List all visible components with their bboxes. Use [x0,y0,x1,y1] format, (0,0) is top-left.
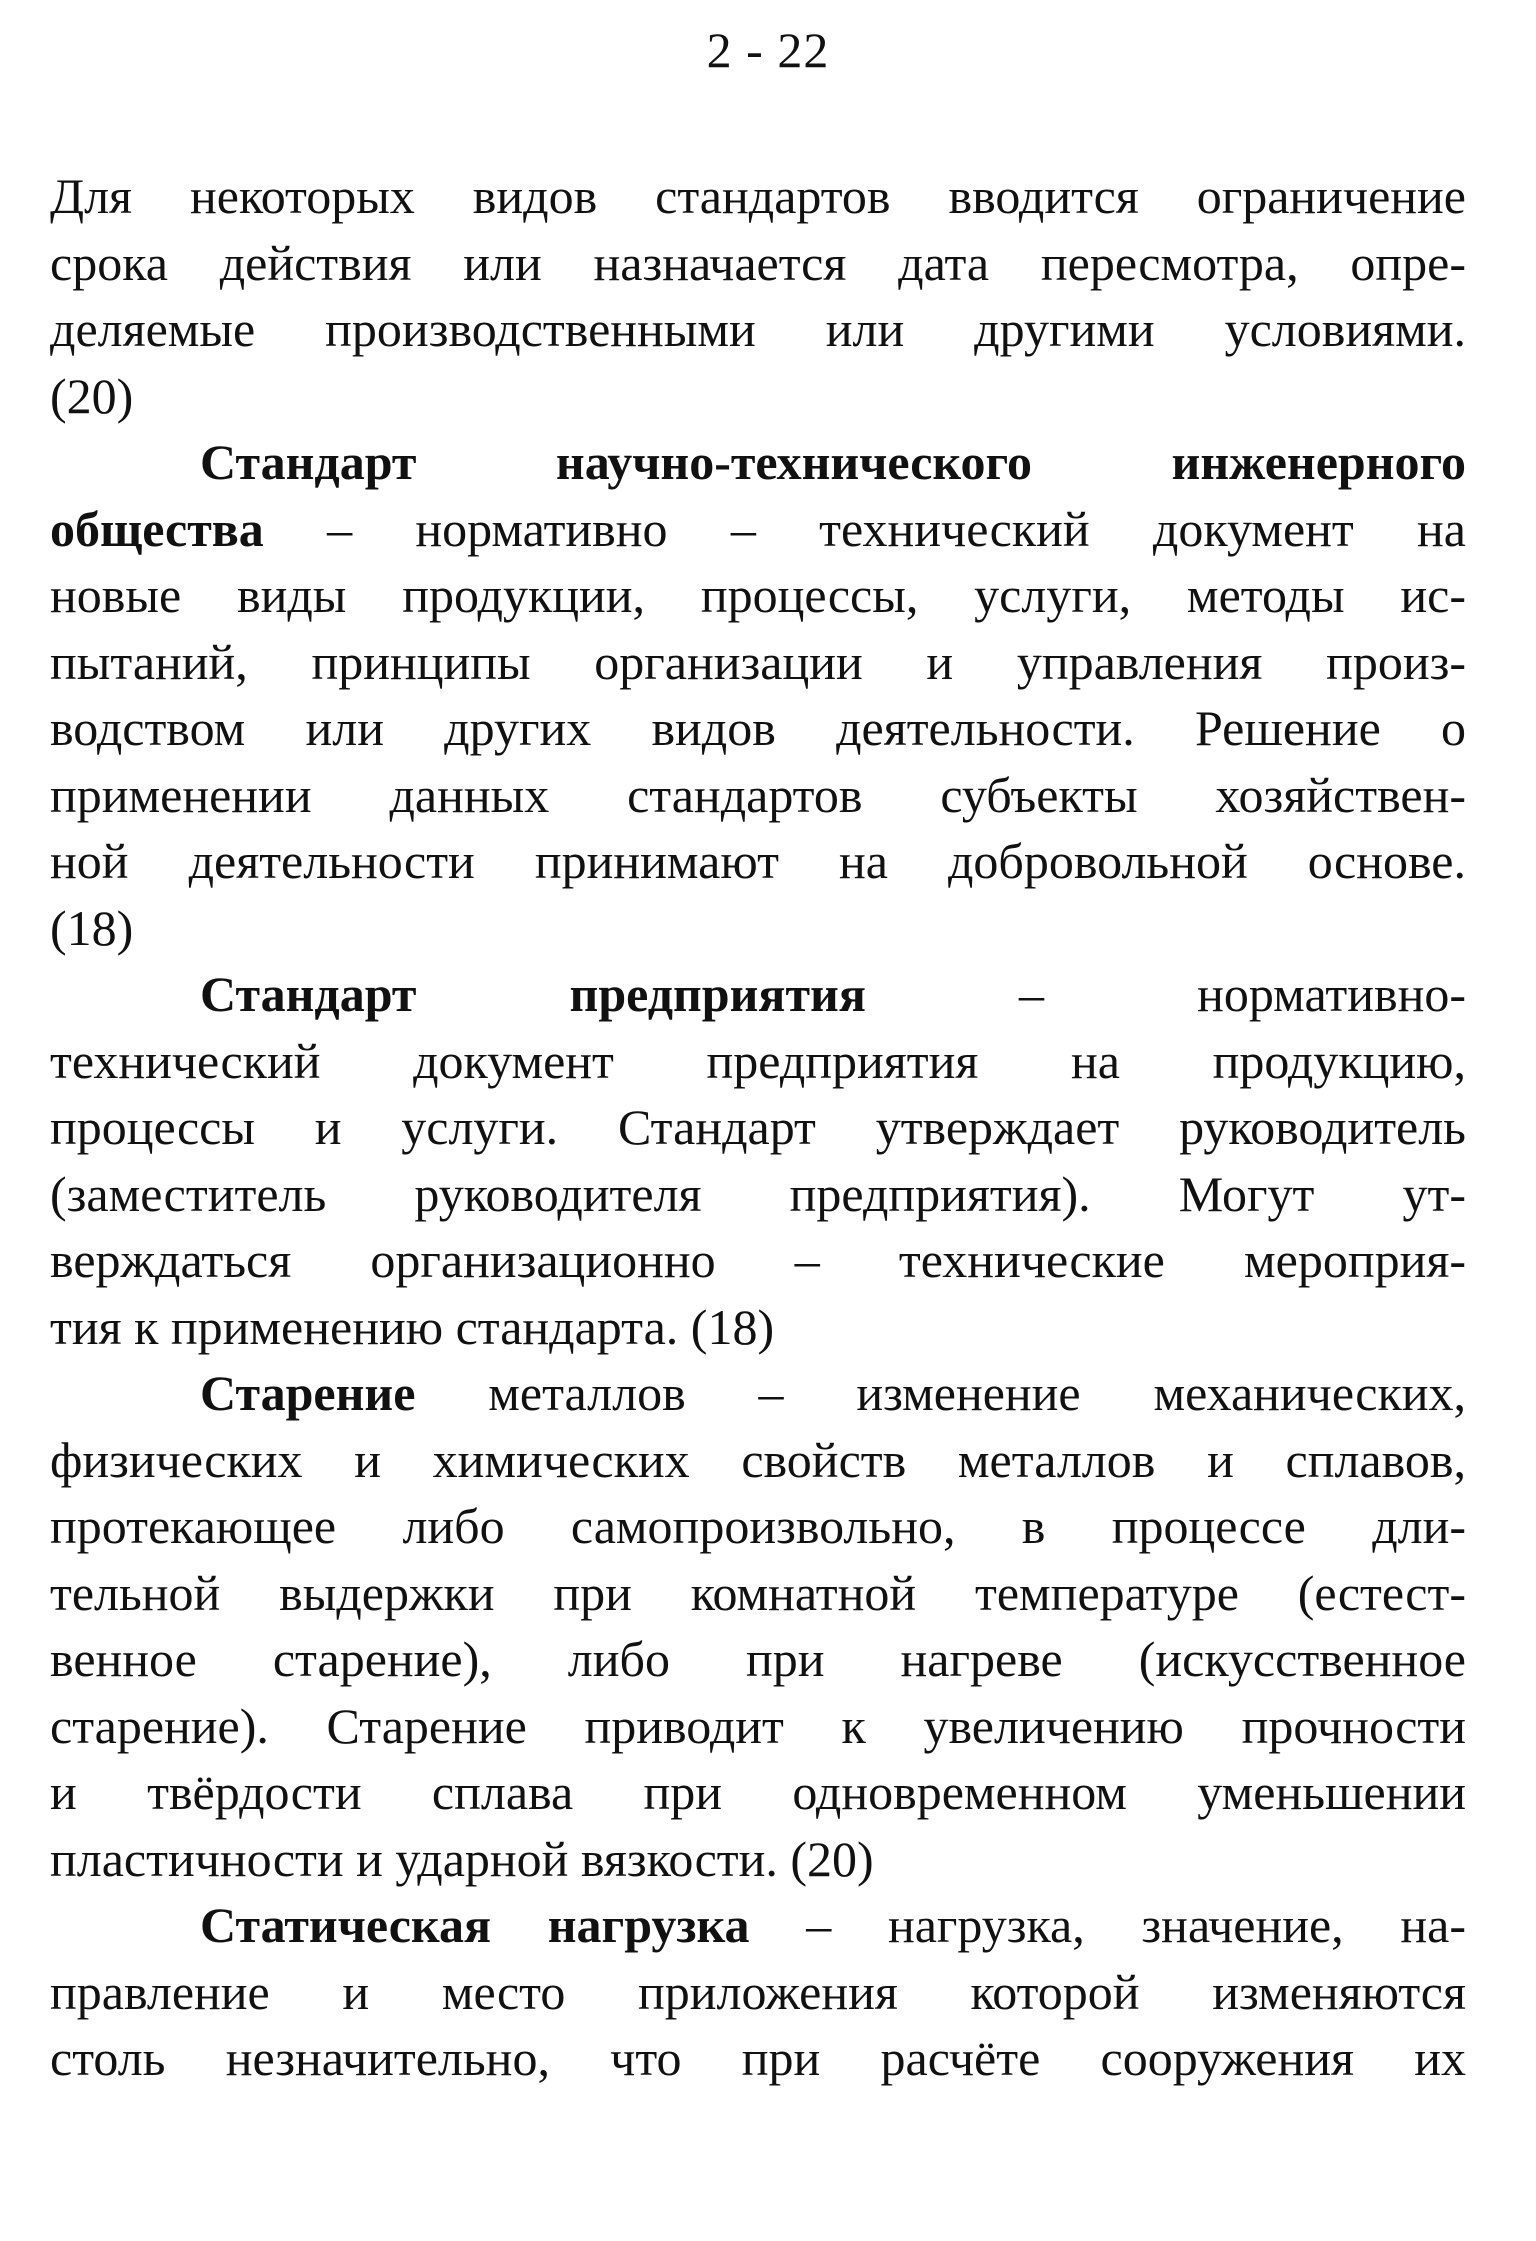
text-run: водством или других видов деятельности. Решение о [50,700,1466,756]
text-run: физических и химических свойств металлов и сплавов, [50,1431,1466,1488]
term-bold: Старение [200,1365,416,1421]
text-run: применении данных стандартов субъекты хозяйствен- [50,766,1466,823]
text-run: протекающее либо самопроизвольно, в процессе дли- [50,1498,1466,1554]
text-run: правление и место приложения которой изменяются [50,1963,1466,2020]
term-bold: Статическая нагрузка [200,1897,750,1953]
text-line [50,429,1466,496]
text-run: венное старение), либо при нагреве (искусственное [50,1631,1466,1687]
term-bold: Стандарт предприятия [200,966,866,1022]
text-run: срока действия или назначается дата пересмотра, опре- [50,234,1466,291]
text-line [50,1560,1466,1627]
text-run: металлов – изменение механических, [415,1365,1466,1421]
text-line [50,1693,1466,1760]
text-run: процессы и услуги. Стандарт утверждает руководитель [50,1099,1466,1155]
term-bold: общества [50,500,264,557]
text-line [50,1959,1466,2026]
text-line [50,1294,1466,1361]
text-run: и твёрдости сплава при одновременном уменьшении [50,1764,1466,1820]
text-run: тия к применению стандарта. (18) [50,1298,775,1355]
text-line [50,762,1466,829]
page-number: 2 - 22 [706,22,830,78]
text-run: верждаться организационно – технические мероприя- [50,1232,1466,1288]
text-line [50,1759,1466,1826]
text-line [50,296,1466,363]
text-line [50,895,1466,962]
text-run: тельной выдержки при комнатной температуре (естест- [50,1564,1466,1621]
text-run: старение). Старение приводит к увеличению прочности [50,1697,1466,1754]
text-run: столь незначительно, что при расчёте сооружения их [50,2030,1466,2086]
text-run: – нагрузка, значение, на- [749,1897,1466,1953]
text-line [50,1626,1466,1693]
text-line [50,1826,1466,1893]
text-run: ной деятельности принимают на добровольной основе. [50,833,1466,889]
text-line [50,1427,1466,1494]
text-line [50,629,1466,696]
text-run: – нормативно – технический документ на [263,500,1466,557]
text-line [50,961,1466,1028]
text-line [50,562,1466,629]
text-run: (заместитель руководителя предприятия). Могут ут- [50,1165,1466,1222]
text-line [50,496,1466,563]
text-run: пытаний, принципы организации и управления произ- [50,633,1466,690]
text-line [50,695,1466,762]
text-run: новые виды продукции, процессы, услуги, методы ис- [50,567,1466,623]
text-line [50,1493,1466,1560]
text-run: технический документ предприятия на продукцию, [50,1032,1466,1089]
text-line [50,230,1466,297]
text-line [50,1094,1466,1161]
text-line [50,363,1466,430]
text-line [50,828,1466,895]
text-run: деляемые производственными или другими условиями. [50,301,1466,357]
text-line [50,1360,1466,1427]
text-line [50,163,1466,230]
text-run: – нормативно- [865,966,1466,1022]
text-run: (20) [50,367,134,424]
text-run: (18) [50,899,134,956]
text-line [50,1227,1466,1294]
text-line [50,1892,1466,1959]
text-line [50,1028,1466,1095]
text-line [50,1161,1466,1228]
term-bold: Стандарт научно-технического инженерного [200,434,1466,490]
text-line [50,2025,1466,2092]
body-text [50,163,1466,2092]
text-run: пластичности и ударной вязкости. (20) [50,1830,874,1887]
text-run: Для некоторых видов стандартов вводится ограничение [50,168,1466,224]
